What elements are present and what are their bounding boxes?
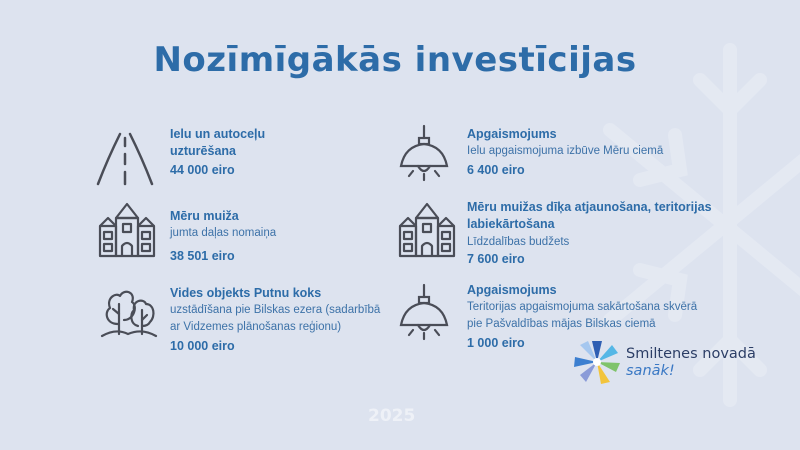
manor-icon [396, 198, 458, 260]
item-description: uzstādīšana pie Bilskas ezera (sadarbībā ar Vidzemes plānošanas reģionu) [170, 304, 381, 333]
item-heading: Apgaismojums [467, 283, 557, 297]
manor-icon [96, 198, 158, 260]
ceiling-lamp-icon [393, 283, 455, 345]
page-title: Nozīmīgākās investīcijas [153, 40, 637, 80]
item-description: jumta daļas nomaiņa [170, 227, 277, 239]
item-heading: Mēru muiža [170, 209, 239, 223]
item-description: Teritorijas apgaismojuma sakārtošana skvērā pie Pašvaldības mājas Bilskas ciemā [467, 301, 698, 330]
ceiling-lamp-icon [393, 124, 455, 186]
item-amount: 1 000 eiro [467, 336, 525, 350]
item-amount: 6 400 eiro [467, 163, 525, 177]
item-amount: 7 600 eiro [467, 252, 525, 266]
item-heading: Vides objekts Putnu koks [170, 286, 322, 300]
smiltene-logo [572, 337, 762, 389]
snowflake-logo-icon [572, 337, 622, 387]
year-label: 2025 [368, 406, 416, 426]
item-description: Ielu apgaismojuma izbūve Mēru ciemā [467, 145, 664, 157]
item-amount: 44 000 eiro [170, 163, 235, 177]
item-amount: 38 501 eiro [170, 249, 235, 263]
item-heading: Ielu un autoceļu uzturēšana [170, 127, 266, 158]
road-icon [94, 128, 156, 190]
item-heading: Apgaismojums [467, 127, 557, 141]
item-amount: 10 000 eiro [170, 339, 235, 353]
item-heading: Mēru muižas dīķa atjaunošana, teritorijas labiekārtošana [467, 200, 712, 231]
logo-line1: Smiltenes novadā [626, 346, 756, 362]
item-description: Līdzdalības budžets [467, 236, 570, 248]
logo-line2: sanāk! [626, 363, 675, 379]
trees-icon [98, 280, 160, 342]
